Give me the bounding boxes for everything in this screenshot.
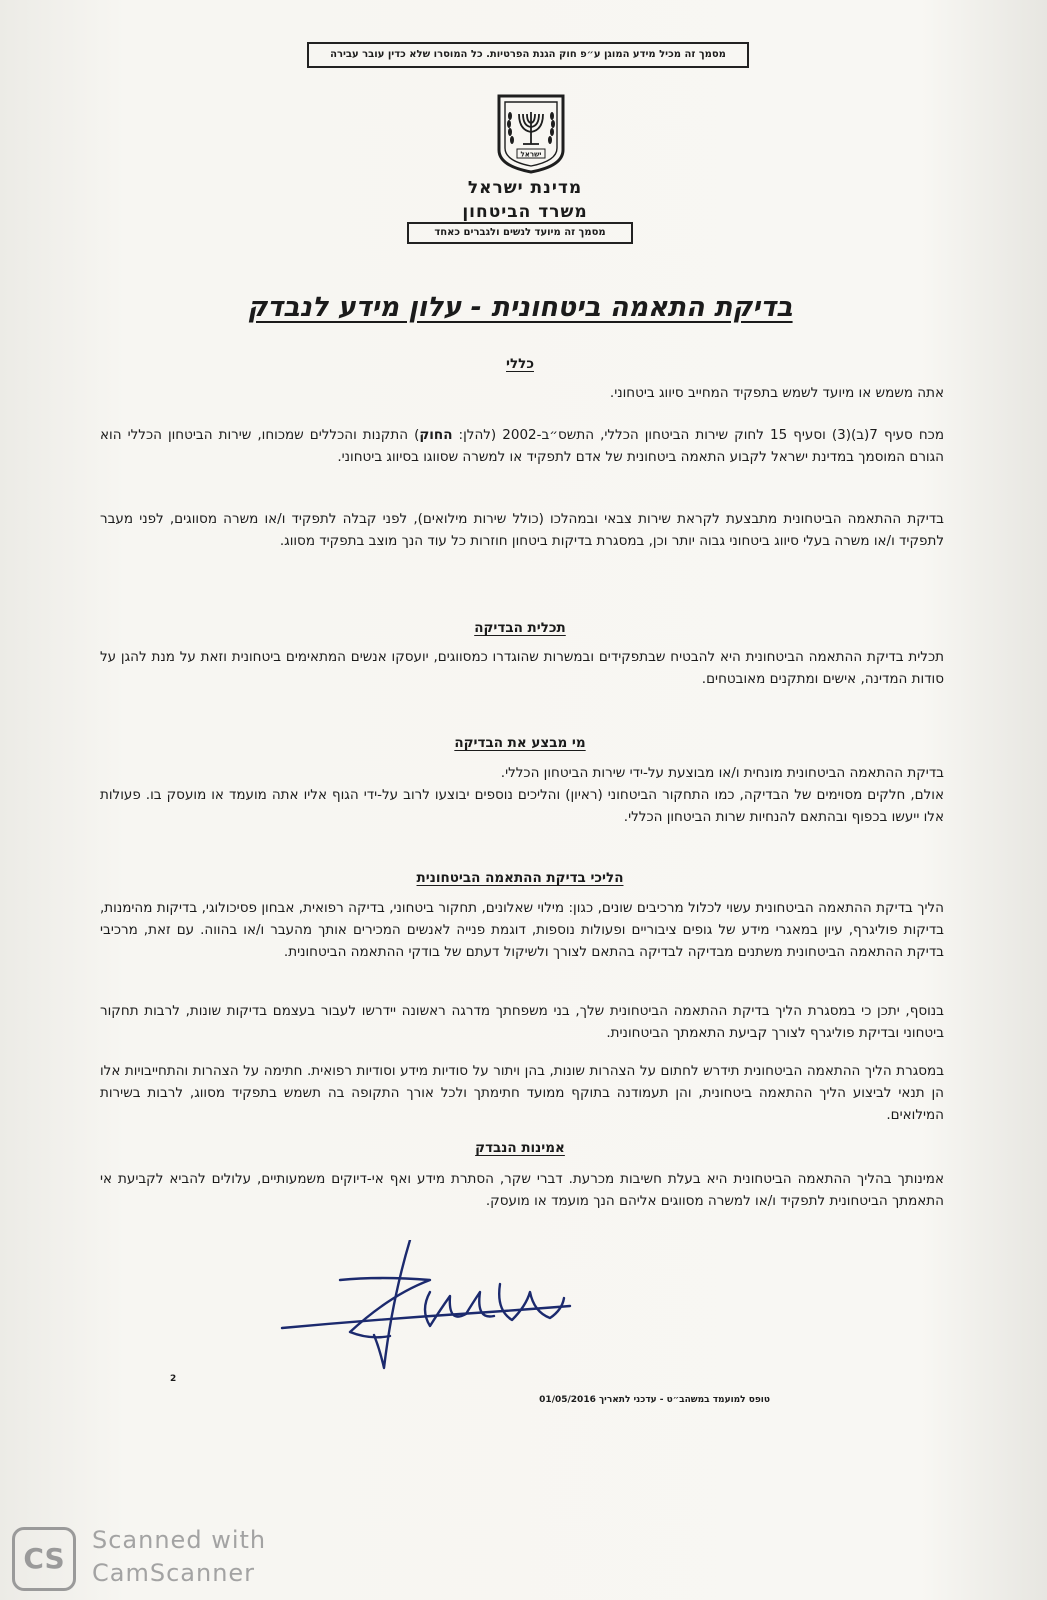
page-number: 2 xyxy=(170,1374,177,1384)
purpose-paragraph: תכלית בדיקת ההתאמה הביטחונית היא להבטיח שבתפקידים ובמשרות שהוגדרו כמסווגים, יועסקו אנשים המתאימים ביטחונית וזאת על מנת להגן על סודות המדינה, אישים ומתקנים מאובטחים. xyxy=(100,649,944,687)
section-heading-honesty: אמינות הנבדק xyxy=(475,1140,565,1156)
who-paragraph-2: אולם, חלקים מסוימים של הבדיקה, כמו התחקור הביטחוני (ראיון) והליכים נוספים יבוצעו לרוב על-ידי הגוף אליו אתה מועמד או מועסק בו. פעולות אלו ייעשו בכפוף ובהתאם להנחיות שרות הביטחון הכללי. xyxy=(100,787,944,825)
camscanner-logo-icon: CS xyxy=(12,1527,76,1591)
procedures-paragraph-3: במסגרת הליך ההתאמה הביטחונית תידרש לחתום על הצהרות שונות, בהן ויתור על סודיות מידע וסודיות רפואית. חתימה על הצהרות והתחייבויות אלו הן תנאי לביצוע הליך ההתאמה ביטחונית, והן תעמודנה בתוקף ממועד חתימתך ולכל אורך התקופה בה תשמש בתפקיד מסווג, לרבות בשירות המילואים. xyxy=(100,1063,944,1123)
general-paragraph-3: בדיקת ההתאמה הביטחונית מתבצעת לקראת שירות צבאי ובמהלכו (כולל שירות מילואים), לפני קבלה לתפקיד ו/או משרה מסווגים, לפני מעבר לתפקיד ו/או משרה בעלי סיווג ביטחוני גבוה יותר וכן, במסגרת בדיקות ביטחון חוזרות כל עוד הנך מוצב בתפקיד מסווג. xyxy=(100,511,944,549)
law-term: החוק xyxy=(419,427,453,443)
section-heading-purpose: תכלית הבדיקה xyxy=(474,620,566,636)
privacy-notice: מסמך זה מכיל מידע המוגן ע״פ חוק הגנת הפרטיות. כל המוסרו שלא כדין עובר עבירה xyxy=(307,42,749,68)
form-footer-note: טופס למועמד במשהב״ט - עדכני לתאריך 01/05/2016 xyxy=(539,1395,770,1405)
page-title: בדיקת התאמה ביטחונית - עלון מידע לנבדק xyxy=(247,292,793,323)
general-paragraph-2: מכח סעיף 7(ב)(3) וסעיף 15 לחוק שירות הביטחון הכללי, התשס״ב-2002 (להלן: החוק) התקנות והכללים שמכוחו, שירות הביטחון הכללי הוא הגורם המוסמך במדינת ישראל לקבוע התאמה ביטחונית של אדם לתפקיד או למשרה שסווגו בסיווג ביטחוני. xyxy=(100,427,944,465)
general-paragraph-1: אתה משמש או מיועד לשמש בתפקיד המחייב סיווג ביטחוני. xyxy=(609,385,944,401)
emblem-label: ישראל xyxy=(520,150,542,159)
signature xyxy=(280,1240,580,1380)
watermark-line-2: CamScanner xyxy=(92,1559,256,1587)
watermark-line-1: Scanned with xyxy=(92,1526,267,1554)
honesty-paragraph: אמינותך בהליך ההתאמה הביטחונית היא בעלת חשיבות מכרעת. דברי שקר, הסתרת מידע ואף אי-דיוקים משמעותיים, עלולים להביא לקביעת אי התאמתך הביטחונית לתפקיד ו/או למשרה מסווגים אליהם הנך מועמד או מועסק. xyxy=(100,1171,944,1209)
state-name: מדינת ישראל xyxy=(467,178,583,198)
procedures-paragraph-1: הליך בדיקת ההתאמה הביטחונית עשוי לכלול מרכיבים שונים, כגון: מילוי שאלונים, תחקור ביטחוני, בדיקה רפואית, אבחון פסיכולוגי, בדיקות מהימנות, בדיקות פוליגרף, עיון במאגרי מידע של גופים ציבוריים ופעולות נוספות, דוגמת פנייה לאנשים המכירים אותך מהעבר ו/או בהווה. עם זאת, מרכיבי בדיקת ההתאמה הביטחונית משתנים מבדיקה לבדיקה בהתאם לצורך ולשיקול דעתם של בודקי ההתאמה הביטחונית. xyxy=(100,900,944,960)
who-paragraph-1: בדיקת ההתאמה הביטחונית מונחית ו/או מבוצעת על-ידי שירות הביטחון הכללי. xyxy=(500,765,944,781)
section-heading-general: כללי xyxy=(506,356,534,372)
state-emblem-icon xyxy=(495,94,567,174)
camscanner-watermark xyxy=(92,1524,266,1590)
ministry-name: משרד הביטחון xyxy=(462,202,588,222)
procedures-paragraph-2: בנוסף, יתכן כי במסגרת הליך בדיקת ההתאמה הביטחונית שלך, בני משפחתך מדרגה ראשונה יידרשו לעבור בעצמם בדיקות שונות, לרבות תחקור ביטחוני ובדיקת פוליגרף לצורך קביעת התאמתך הביטחונית. xyxy=(100,1003,944,1041)
gender-notice: מסמך זה מיועד לנשים ולגברים כאחד xyxy=(407,222,633,244)
section-heading-who: מי מבצע את הבדיקה xyxy=(454,735,586,751)
section-heading-procedures: הליכי בדיקת ההתאמה הביטחונית xyxy=(416,870,624,886)
